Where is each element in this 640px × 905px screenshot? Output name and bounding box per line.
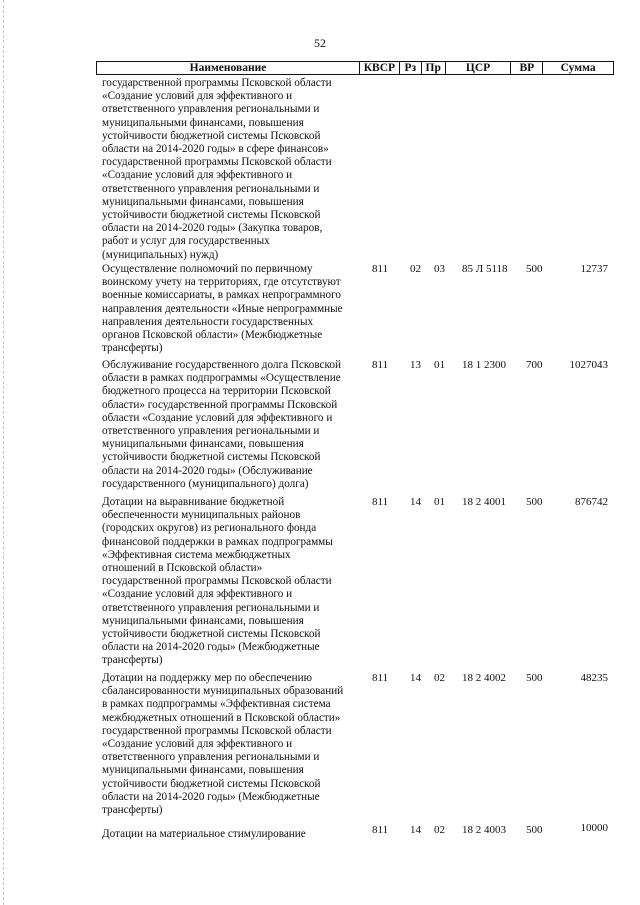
table-header (96, 61, 614, 75)
row-vr: 500 (526, 263, 543, 275)
row-kvsr: 811 (372, 359, 389, 371)
row-sum: 48235 (580, 672, 608, 684)
row-rz: 14 (410, 672, 421, 684)
row-csr: 18 2 4001 (462, 496, 506, 508)
row-name: Дотации на поддержку мер по обеспечению сбалансированности муниципальных образований в рамках подпрограммы «Эффективная система межбюджетных отношений в Псковской области» государственной программы Псковской области «Создание условий для эффективного и ответственного управления региональными и муниципальными финансами, повышения устойчивости бюджетной системы Псковской области на 2014-2020 годы» (Межбюджетные трансферты) (102, 672, 344, 817)
row-pr: 02 (434, 672, 445, 684)
row-pr: 02 (434, 824, 445, 836)
row-vr: 700 (526, 359, 543, 371)
row-sum: 12737 (580, 263, 608, 275)
row-pr: 03 (434, 263, 445, 275)
row-csr: 18 2 4002 (462, 672, 506, 684)
row-sum: 1027043 (569, 359, 608, 371)
page-number: 52 (314, 36, 326, 50)
row-rz: 13 (410, 359, 421, 371)
row-name: Дотации на выравнивание бюджетной обеспеченности муниципальных районов (городских округов) из регионального фонда финансовой поддержки в рамках подпрограммы «Эффективная система межбюджетных отношений в Псковской области» государственной программы Псковской области «Создание условий для эффективного и ответственного управления региональными и муниципальными финансами, повышения устойчивости бюджетной системы Псковской области на 2014-2020 годы» (Межбюджетные трансферты) (102, 496, 333, 667)
row-pr: 01 (434, 496, 445, 508)
header-vr: ВР (511, 62, 543, 74)
row-kvsr: 811 (372, 824, 389, 836)
row-kvsr: 811 (372, 263, 389, 275)
row-rz: 02 (410, 263, 421, 275)
row-sum: 876742 (575, 496, 608, 508)
header-pr: Пр (422, 62, 446, 74)
row-kvsr: 811 (372, 672, 389, 684)
row-kvsr: 811 (372, 496, 389, 508)
header-sum: Сумма (560, 62, 596, 74)
header-rz: Рз (400, 62, 422, 74)
row-vr: 500 (526, 824, 543, 836)
row-csr: 18 1 2300 (462, 359, 506, 371)
row-csr: 85 Л 5118 (462, 263, 508, 275)
row-pr: 01 (434, 359, 445, 371)
row-name: государственной программы Псковской области «Создание условий для эффективного и ответственного управления региональными и муниципальными финансами, повышения устойчивости бюджетной системы Псковской области на 2014-2020 годы» в сфере финансов» государственной программы Псковской области «Создание условий для эффективного и ответственного управления региональными и муниципальными финансами, повышения устойчивости бюджетной системы Псковской области на 2014-2020 годы» (Закупка товаров, работ и услуг для государственных (муниципальных) нужд) (102, 77, 332, 261)
row-name: Обслуживание государственного долга Псковской области в рамках подпрограммы «Осуществление бюджетного процесса на территории Псковской области» государственной программы Псковской области «Создание условий для эффективного и ответственного управления региональными и муниципальными финансами, повышения устойчивости бюджетной системы Псковской области на 2014-2020 годы» (Обслуживание государственного (муниципального) долга) (102, 359, 341, 490)
row-vr: 500 (526, 496, 543, 508)
row-rz: 14 (410, 824, 421, 836)
row-csr: 18 2 4003 (462, 824, 506, 836)
row-sum: 10000 (580, 822, 608, 834)
row-vr: 500 (526, 672, 543, 684)
header-kvsr: КВСР (360, 62, 400, 74)
row-name: Осуществление полномочий по первичному воинскому учету на территориях, где отсутствуют военные комиссариаты, в рамках непрограммного направления деятельности «Иные непрограммные направления деятельности государственных органов Псковской области» (Межбюджетные трансферты) (102, 263, 343, 355)
row-name: Дотации на материальное стимулирование (102, 828, 306, 840)
row-rz: 14 (410, 496, 421, 508)
scan-edge-line (3, 0, 5, 905)
header-csr: ЦСР (446, 62, 512, 74)
header-name: Наименование (97, 62, 360, 74)
